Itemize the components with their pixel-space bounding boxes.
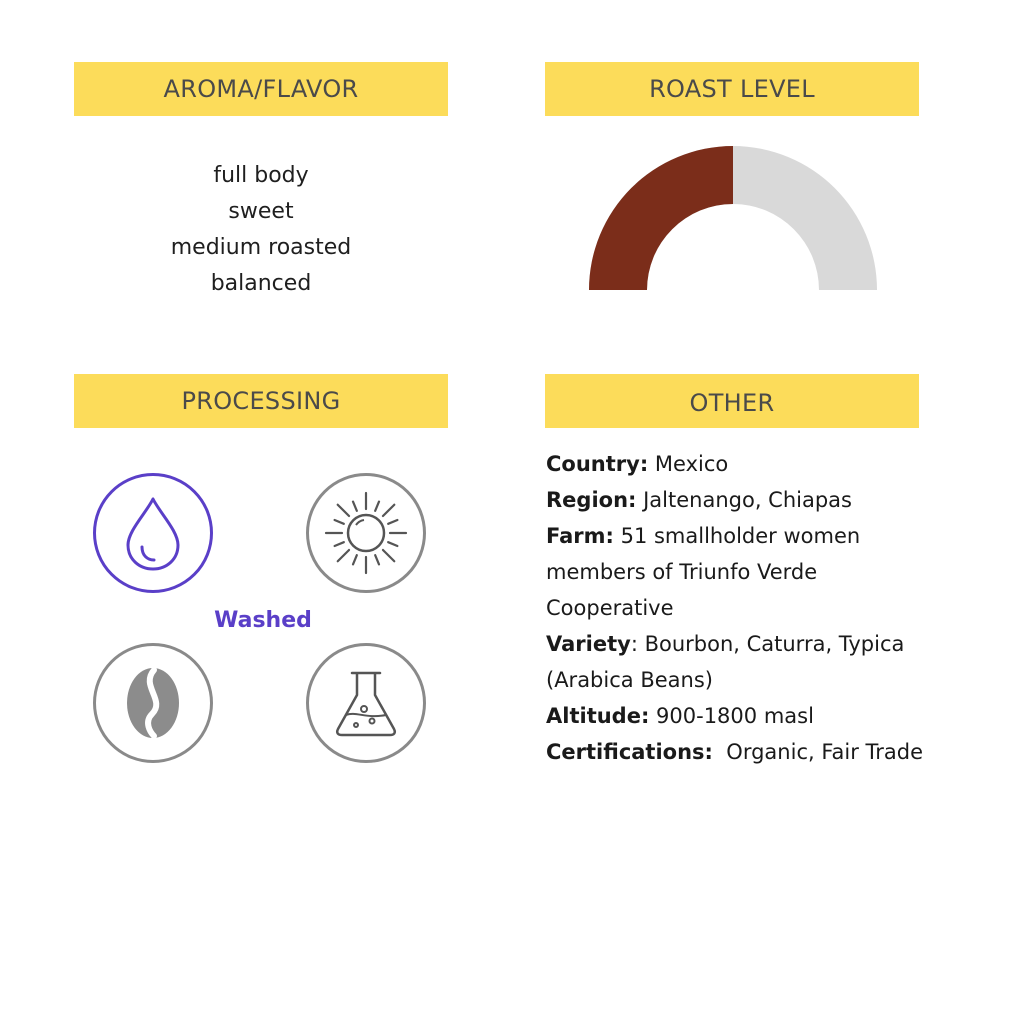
roast-gauge-fill [589,146,733,290]
sun-ray [383,550,394,561]
aroma-item: medium roasted [170,235,352,260]
sun-ray [375,555,379,564]
farm-value: 51 smallholder women [613,524,861,548]
sun-ray [335,542,344,546]
aroma-item: sweet [228,199,294,224]
coffee-bean-icon [93,643,213,763]
altitude-row [546,698,1016,734]
variety-value: : Bourbon, Caturra, Typica [630,632,905,656]
sun-ray [338,505,349,516]
aroma-item: full body [213,163,309,188]
farm-row-cont: Cooperative [546,596,674,620]
region-row [546,482,1016,518]
sun-ray [375,502,379,511]
certifications-value: Organic, Fair Trade [712,740,923,764]
farm-row [546,518,1016,554]
variety-row-cont: (Arabica Beans) [546,668,713,692]
aroma-flavor-header: AROMA/FLAVOR [74,62,448,116]
aroma-item: balanced [210,271,312,296]
variety-label: Variety [546,632,631,656]
water-drop-icon [93,473,213,593]
processing-header: PROCESSING [74,374,448,428]
farm-row-cont: members of Triunfo Verde [546,560,818,584]
sun-icon [306,473,426,593]
other-header: OTHER [545,374,919,428]
altitude-value: 900-1800 masl [649,704,814,728]
sun-ray [338,550,349,561]
sun-ray [388,542,397,546]
roast-level-gauge [588,146,878,292]
roast-level-header: ROAST LEVEL [545,62,919,116]
certifications-label: Certifications: [546,740,713,764]
sun-ray [353,502,357,511]
processing-method-label: Washed [214,608,312,633]
farm-label: Farm: [546,524,614,548]
sun-ray [388,520,397,524]
flask-icon [306,643,426,763]
variety-row [546,626,1016,662]
altitude-label: Altitude: [546,704,650,728]
region-label: Region: [546,488,637,512]
region-value: Jaltenango, Chiapas [636,488,852,512]
country-value: Mexico [648,452,729,476]
country-row [546,446,1016,482]
aroma-flavor-list [74,158,448,302]
sun-ray [353,555,357,564]
country-label: Country: [546,452,649,476]
certifications-row [546,734,1016,770]
sun-ray [335,520,344,524]
sun-ray [383,505,394,516]
other-details [546,446,1016,770]
